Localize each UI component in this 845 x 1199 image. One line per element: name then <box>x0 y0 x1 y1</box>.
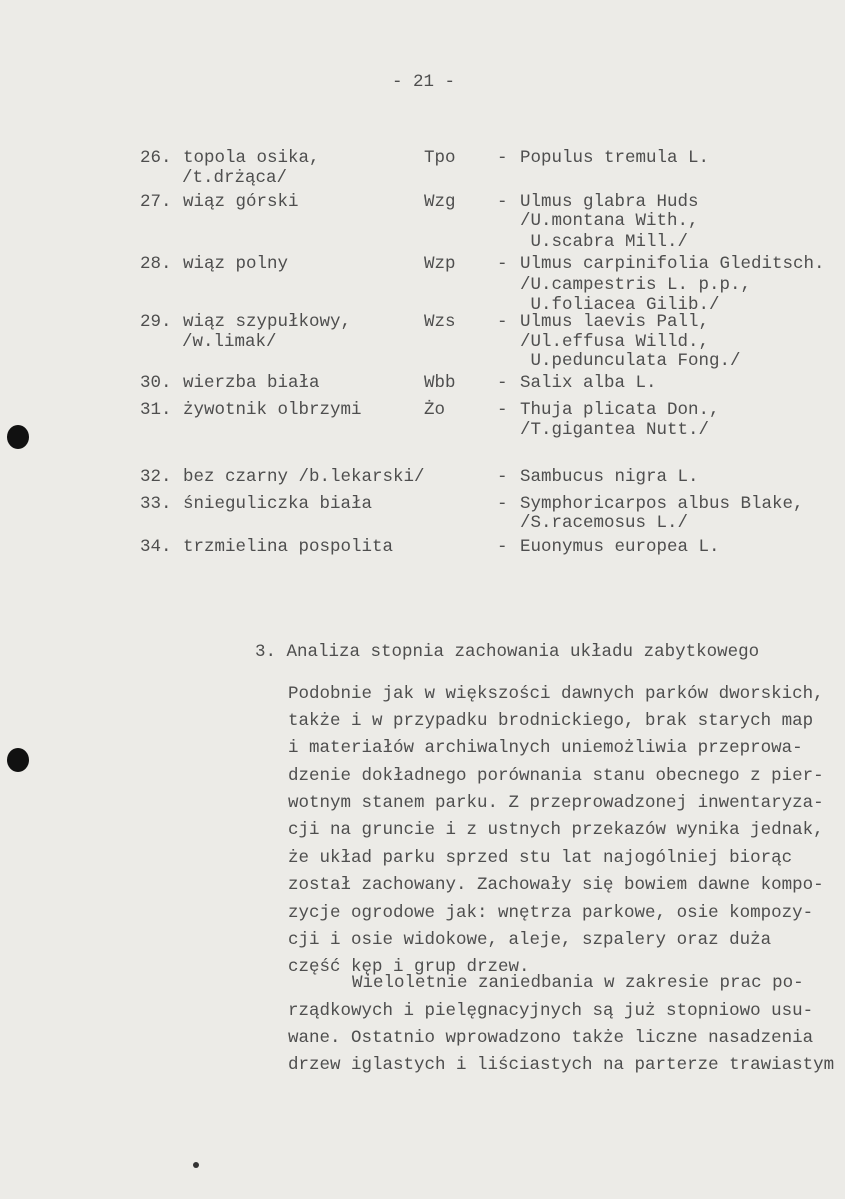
species-latin-name: U.pedunculata Fong./ <box>520 351 741 371</box>
species-latin-name: Thuja plicata Don., <box>520 400 720 420</box>
paragraph-line: Wieloletnie zaniedbania w zakresie prac po- <box>352 973 804 993</box>
species-number: 34. <box>140 537 172 557</box>
dash-separator: - <box>497 537 508 557</box>
species-polish-name: wierzba biała <box>183 373 320 393</box>
species-polish-name: trzmielina pospolita <box>183 537 394 557</box>
species-latin-name: U.foliacea Gilib./ <box>520 295 720 315</box>
species-number: 27. <box>140 192 172 212</box>
species-latin-name: /S.racemosus L./ <box>520 513 689 533</box>
species-number: 28. <box>140 254 172 274</box>
species-polish-name: /w.limak/ <box>182 332 277 352</box>
paragraph-line: i materiałów archiwalnych uniemożliwia przeprowa- <box>288 738 803 758</box>
species-latin-name: Salix alba L. <box>520 373 657 393</box>
section-heading: 3. Analiza stopnia zachowania układu zabytkowego <box>255 642 760 662</box>
dash-separator: - <box>497 148 508 168</box>
paragraph-line: wotnym stanem parku. Z przeprowadzonej inwentaryza- <box>288 793 824 813</box>
species-number: 32. <box>140 467 172 487</box>
paragraph-line: że układ parku sprzed stu lat najogólniej biorąc <box>288 848 793 868</box>
species-latin-name: Euonymus europea L. <box>520 537 720 557</box>
species-number: 33. <box>140 494 172 514</box>
species-latin-name: Ulmus carpinifolia Gleditsch. <box>520 254 825 274</box>
paragraph-line: cji na gruncie i z ustnych przekazów wynika jednak, <box>288 820 824 840</box>
species-number: 31. <box>140 400 172 420</box>
species-code: Wzp <box>424 254 456 274</box>
species-polish-name: topola osika, <box>183 148 320 168</box>
dash-separator: - <box>497 192 508 212</box>
species-latin-name: /Ul.effusa Willd., <box>520 332 710 352</box>
species-latin-name: U.scabra Mill./ <box>520 232 689 252</box>
species-polish-name: żywotnik olbrzymi <box>183 400 362 420</box>
paragraph-line: część kęp i grup drzew. <box>288 957 530 977</box>
species-latin-name: /U.montana With., <box>520 211 699 231</box>
species-code: Wzg <box>424 192 456 212</box>
paragraph-line: został zachowany. Zachowały się bowiem dawne kompo- <box>288 875 824 895</box>
species-latin-name: Populus tremula L. <box>520 148 710 168</box>
dash-separator: - <box>497 494 508 514</box>
species-polish-name: bez czarny /b.lekarski/ <box>183 467 425 487</box>
paragraph-line: cji i osie widokowe, aleje, szpalery oraz duża <box>288 930 772 950</box>
species-polish-name: wiąz polny <box>183 254 289 274</box>
dash-separator: - <box>497 400 508 420</box>
species-code: Wzs <box>424 312 456 332</box>
species-latin-name: Ulmus laevis Pall, <box>520 312 710 332</box>
paragraph-line: Podobnie jak w większości dawnych parków dworskich, <box>288 684 824 704</box>
dash-separator: - <box>497 373 508 393</box>
species-latin-name: /U.campestris L. p.p., <box>520 275 752 295</box>
species-polish-name: wiąz szypułkowy, <box>183 312 352 332</box>
species-code: Tpo <box>424 148 456 168</box>
paragraph-line: także i w przypadku brodnickiego, brak starych map <box>288 711 814 731</box>
species-number: 26. <box>140 148 172 168</box>
species-latin-name: Symphoricarpos albus Blake, <box>520 494 804 514</box>
dash-separator: - <box>497 312 508 332</box>
species-code: Żo <box>424 400 446 420</box>
dash-separator: - <box>497 467 508 487</box>
species-number: 29. <box>140 312 172 332</box>
species-polish-name: /t.drżąca/ <box>182 168 288 188</box>
paragraph-line: zycje ogrodowe jak: wnętrza parkowe, osie kompozy- <box>288 903 814 923</box>
dash-separator: - <box>497 254 508 274</box>
paragraph-line: rządkowych i pielęgnacyjnych są już stopniowo usu- <box>288 1001 814 1021</box>
punch-hole <box>7 425 29 449</box>
species-code: Wbb <box>424 373 456 393</box>
punch-hole <box>7 748 29 772</box>
species-polish-name: śnieguliczka biała <box>183 494 373 514</box>
ink-dot <box>193 1162 199 1168</box>
species-latin-name: /T.gigantea Nutt./ <box>520 420 710 440</box>
paragraph-line: wane. Ostatnio wprowadzono także liczne nasadzenia <box>288 1028 814 1048</box>
species-latin-name: Sambucus nigra L. <box>520 467 699 487</box>
species-latin-name: Ulmus glabra Huds <box>520 192 699 212</box>
species-polish-name: wiąz górski <box>183 192 299 212</box>
species-number: 30. <box>140 373 172 393</box>
paragraph-line: drzew iglastych i liściastych na parterze trawiastym <box>288 1055 835 1075</box>
page-number: - 21 - <box>392 72 456 92</box>
paragraph-line: dzenie dokładnego porównania stanu obecnego z pier- <box>288 766 824 786</box>
